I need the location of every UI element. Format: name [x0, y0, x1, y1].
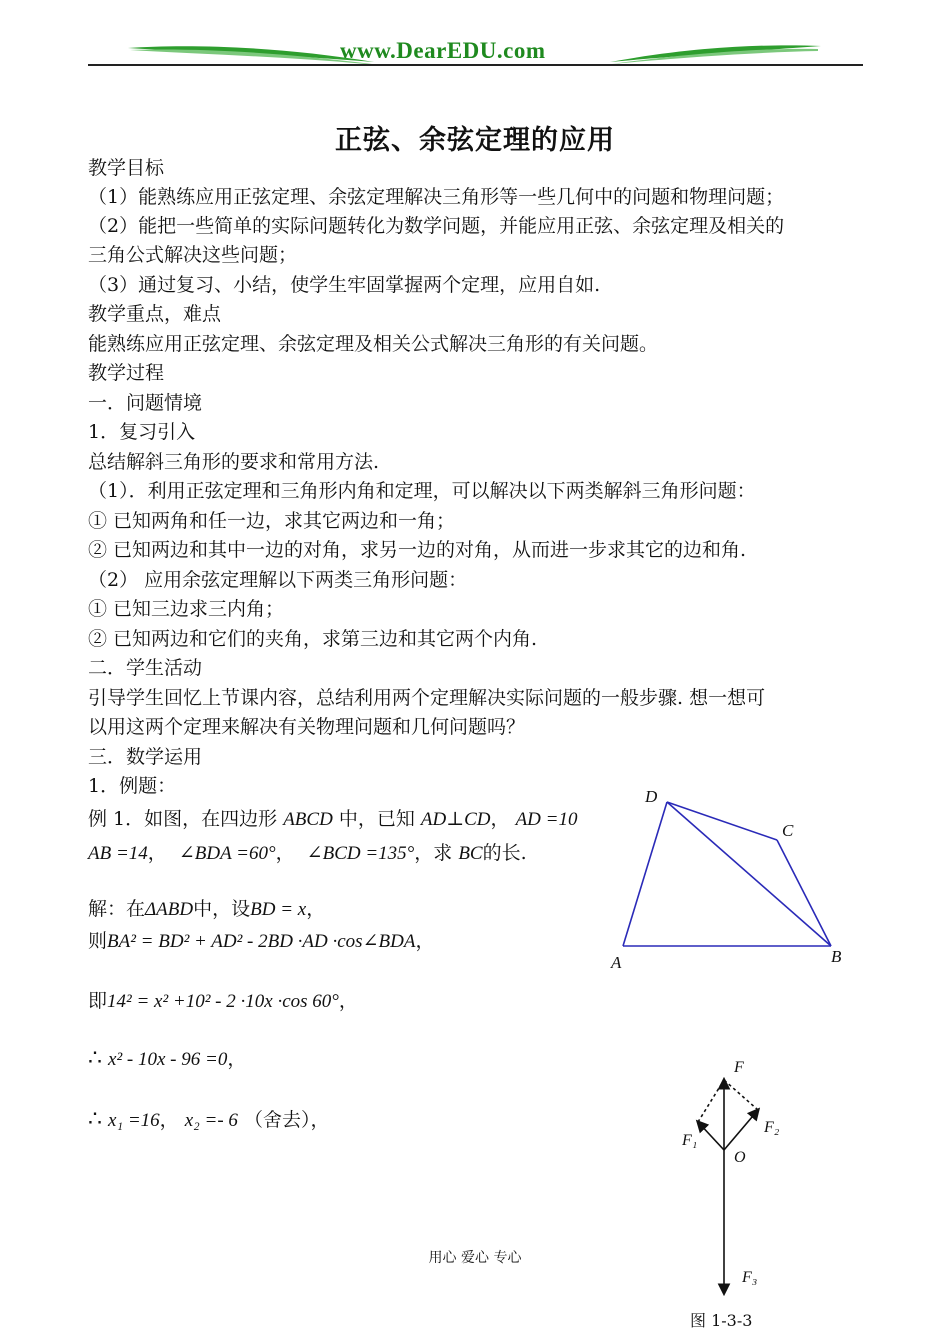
example-1-line-2: AB =14， ∠BDA =60°， ∠BCD =135°，求 BC的长.: [88, 842, 527, 864]
example-ask: ，求: [414, 842, 453, 864]
point-label-O: O: [734, 1149, 746, 1166]
review-item-2a: ① 已知三边求三内角；: [88, 598, 285, 620]
solution-then: 则: [88, 930, 108, 952]
example-comma: ，: [490, 808, 510, 830]
example-quad-name: ABCD: [283, 809, 333, 830]
heading-examples: 1．例题：: [88, 775, 177, 797]
solution-comma: ，: [159, 1109, 179, 1131]
banner-swoosh-right: [608, 40, 823, 66]
solution-end-1: ，: [306, 898, 326, 920]
section-heading-objectives: 教学目标: [88, 157, 165, 179]
example-mid: 中，已知: [338, 808, 415, 830]
figure-caption: 图 1-3-3: [690, 1311, 753, 1330]
therefore-symbol: ∴: [88, 1107, 102, 1132]
page-footer: 用心 爱心 专心: [428, 1250, 522, 1266]
example-1-line-1: [88, 806, 613, 833]
activity-text-cont: 以用这两个定理来解决有关物理问题和几何问题吗？: [88, 716, 526, 738]
force-label-F3: F₃: [742, 1269, 758, 1286]
force-label-F1: F₁: [682, 1132, 698, 1149]
example-perp: AD⊥CD: [420, 809, 491, 830]
site-logo[interactable]: www.DearEDU.com: [340, 38, 546, 63]
quadrilateral-figure: [605, 780, 865, 980]
section-heading-process: 教学过程: [88, 362, 165, 384]
example-target-bc: BC: [458, 843, 483, 864]
heading-problem-context: 一．问题情境: [88, 392, 203, 414]
review-summary: 总结解斜三角形的要求和常用方法.: [88, 451, 380, 473]
solution-ie: 即: [88, 990, 108, 1012]
solution-cosine-law: BA² = BD² + AD² - 2BD ·AD ·cos∠BDA: [107, 931, 416, 952]
edge-DA: [623, 802, 667, 946]
objective-2: （2）能把一些简单的实际问题转化为数学问题，并能应用正弦、余弦定理及相关的: [88, 215, 785, 237]
solution-line-1: [88, 896, 325, 923]
review-item-2b: ② 已知两边和它们的夹角，求第三边和其它两个内角.: [88, 628, 538, 650]
therefore-symbol: ∴: [88, 1046, 102, 1071]
solution-line-5: [88, 1107, 329, 1134]
force-F1-arrow: [698, 1122, 724, 1150]
solution-line-2: [88, 928, 434, 955]
review-item-2: （2） 应用余弦定理解以下两类三角形问题：: [88, 569, 468, 591]
solution-end-4: ，: [227, 1048, 247, 1070]
solution-end-3: ，: [338, 990, 358, 1012]
solution-end-2: ，: [415, 930, 435, 952]
force-label-F2: F₂: [764, 1119, 780, 1136]
example-ab-value: AB =14: [88, 843, 148, 864]
solution-substituted: 14² = x² +10² - 2 ·10x ·cos 60°: [107, 991, 339, 1012]
solution-quadratic: x² - 10x - 96 =0: [108, 1049, 228, 1070]
example-tail: 的长.: [482, 842, 527, 864]
diagonal-DB: [667, 802, 831, 946]
solution-mid: 中，设: [193, 898, 251, 920]
example-angle-bda: ∠BDA =60°: [178, 843, 276, 864]
solution-line-3: [88, 988, 358, 1015]
solution-discard-note: （舍去），: [243, 1109, 330, 1131]
solution-line-4: [88, 1046, 246, 1073]
solution-triangle: ΔABD: [145, 899, 194, 920]
page-title: 正弦、余弦定理的应用: [335, 125, 615, 156]
objective-2-cont: 三角公式解决这些问题；: [88, 244, 298, 266]
force-label-F: F: [734, 1059, 744, 1076]
vertex-label-C: C: [782, 821, 794, 840]
heading-math-application: 三．数学运用: [88, 746, 203, 768]
edge-CD: [667, 802, 777, 840]
keypoints-text: 能熟练应用正弦定理、余弦定理及相关公式解决三角形的有关问题。: [88, 333, 659, 355]
solution-root-2: x₂ =- 6: [184, 1110, 238, 1131]
vertex-label-D: D: [645, 787, 658, 806]
edge-BC: [777, 840, 831, 946]
force-F2-arrow: [724, 1110, 758, 1150]
objective-3: （3）通过复习、小结，使学生牢固掌握两个定理，应用自如.: [88, 274, 601, 296]
review-item-1b: ② 已知两边和其中一边的对角，求另一边的对角，从而进一步求其它的边和角.: [88, 539, 747, 561]
quadrilateral-edges: [623, 802, 831, 946]
parallelogram-dash-2: [724, 1080, 758, 1110]
example-ad-value: AD =10: [515, 809, 578, 830]
example-lead: 例 1．如图，在四边形: [88, 808, 278, 830]
section-heading-keypoints: 教学重点，难点: [88, 303, 222, 325]
activity-text: 引导学生回忆上节课内容，总结利用两个定理解决实际问题的一般步骤. 想一想可: [88, 687, 766, 709]
solution-variable: BD = x: [250, 899, 307, 920]
vertex-label-B: B: [831, 947, 842, 966]
parallelogram-dash-1: [698, 1080, 724, 1122]
vertex-label-A: A: [611, 953, 622, 972]
heading-review: 1．复习引入: [88, 421, 196, 443]
review-item-1a: ① 已知两角和任一边，求其它两边和一角；: [88, 510, 456, 532]
header-rule: [88, 64, 863, 66]
solution-root-1: x₁ =16: [108, 1110, 160, 1131]
review-item-1: （1）．利用正弦定理和三角形内角和定理，可以解决以下两类解斜三角形问题：: [88, 480, 756, 502]
objective-1: （1）能熟练应用正弦定理、余弦定理解决三角形等一些几何中的问题和物理问题；: [88, 186, 785, 208]
example-angle-bcd: ∠BCD =135°: [306, 843, 415, 864]
banner-swoosh-left: [126, 40, 376, 66]
heading-student-activity: 二．学生活动: [88, 657, 203, 679]
solution-lead: 解：在: [88, 898, 146, 920]
